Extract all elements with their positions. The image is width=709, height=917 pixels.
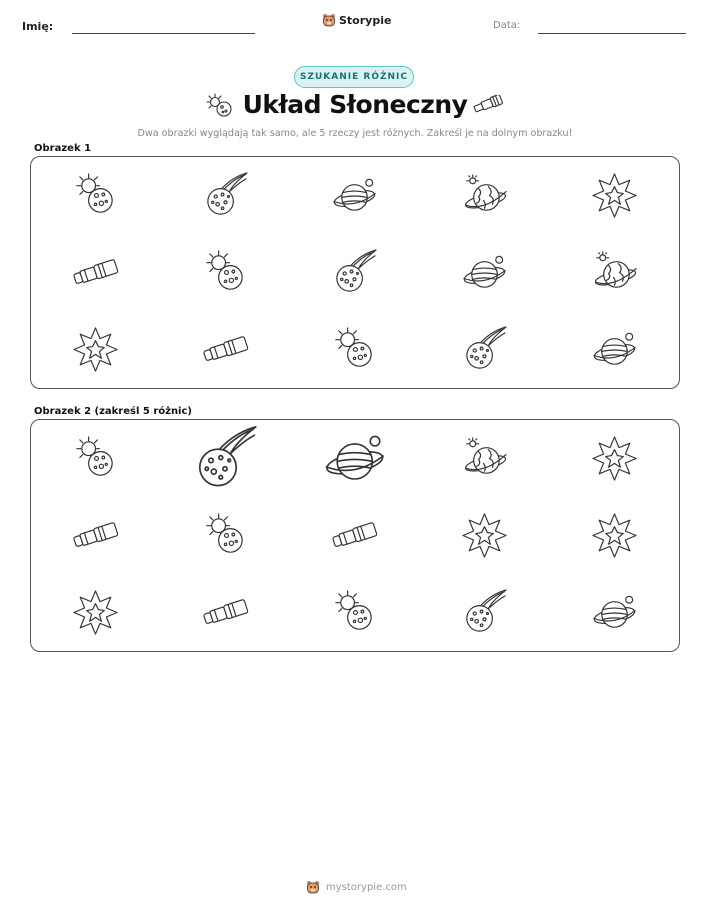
star-icon (71, 588, 120, 637)
picture-cell (549, 157, 679, 234)
star-icon (590, 171, 639, 220)
earth-icon (460, 171, 509, 220)
picture-cell[interactable] (290, 420, 420, 497)
sun-moon-icon (71, 434, 120, 483)
picture-cell[interactable] (161, 574, 291, 651)
meteor-icon (201, 171, 250, 220)
name-field[interactable] (72, 33, 255, 34)
meteor-icon (460, 588, 509, 637)
picture-cell (420, 311, 550, 388)
picture-cell (31, 157, 161, 234)
instructions: Dwa obrazki wyglądają tak samo, ale 5 rzeczy jest różnych. Zakreśl je na dolnym obrazku! (137, 128, 573, 139)
earth-icon (460, 434, 509, 483)
picture-cell[interactable] (549, 574, 679, 651)
meteor-icon (190, 424, 260, 494)
star-icon (460, 511, 509, 560)
picture-cell (31, 311, 161, 388)
picture1-label: Obrazek 1 (34, 143, 92, 154)
telescope-icon (201, 588, 250, 637)
picture-cell[interactable] (420, 497, 550, 574)
picture-cell (161, 157, 291, 234)
picture-cell (161, 311, 291, 388)
picture1-panel (30, 156, 680, 389)
picture-cell (290, 311, 420, 388)
picture-cell[interactable] (549, 420, 679, 497)
brand-logo (322, 13, 391, 27)
picture-cell (31, 234, 161, 311)
name-label: Imię: (22, 20, 54, 33)
telescope-icon (330, 511, 379, 560)
sun-moon-icon (201, 511, 250, 560)
star-icon (71, 325, 120, 374)
telescope-icon (201, 325, 250, 374)
meteor-icon (330, 248, 379, 297)
picture-cell (290, 157, 420, 234)
picture2-grid (31, 420, 679, 651)
meteor-icon (460, 325, 509, 374)
telescope-icon (71, 248, 120, 297)
saturn-icon (460, 248, 509, 297)
page-title: Układ Słoneczny (242, 90, 468, 119)
picture2-panel[interactable] (30, 419, 680, 652)
bear-logo-icon (306, 880, 320, 894)
saturn-icon (590, 325, 639, 374)
picture-cell[interactable] (420, 574, 550, 651)
saturn-icon (330, 171, 379, 220)
picture-cell[interactable] (420, 420, 550, 497)
picture-cell[interactable] (161, 420, 291, 497)
picture-cell (549, 234, 679, 311)
picture-cell[interactable] (290, 497, 420, 574)
picture-cell (290, 234, 420, 311)
saturn-icon (590, 588, 639, 637)
picture-cell[interactable] (31, 420, 161, 497)
picture-cell (420, 157, 550, 234)
footer-url[interactable]: mystorypie.com (326, 881, 407, 893)
picture-cell (549, 311, 679, 388)
footer (306, 880, 407, 894)
brand-name: Storypie (339, 13, 392, 27)
picture1-grid (31, 157, 679, 388)
saturn-icon (321, 425, 389, 493)
picture-cell[interactable] (31, 574, 161, 651)
telescope-icon (71, 511, 120, 560)
star-icon (590, 511, 639, 560)
picture-cell[interactable] (161, 497, 291, 574)
date-field[interactable] (538, 33, 686, 34)
earth-icon (590, 248, 639, 297)
picture-cell[interactable] (549, 497, 679, 574)
category-badge: SZUKANIE RÓŻNIC (294, 66, 414, 88)
picture-cell (161, 234, 291, 311)
picture-cell (420, 234, 550, 311)
bear-logo-icon (322, 13, 336, 27)
sun-moon-icon (330, 588, 379, 637)
picture-cell[interactable] (290, 574, 420, 651)
sun-moon-icon (71, 171, 120, 220)
picture2-label: Obrazek 2 (zakreśl 5 różnic) (34, 406, 192, 417)
sun-moon-icon (330, 325, 379, 374)
sun-moon-icon (201, 248, 250, 297)
telescope-decoration-icon (472, 95, 504, 117)
picture-cell[interactable] (31, 497, 161, 574)
star-icon (590, 434, 639, 483)
date-label: Data: (493, 20, 521, 31)
